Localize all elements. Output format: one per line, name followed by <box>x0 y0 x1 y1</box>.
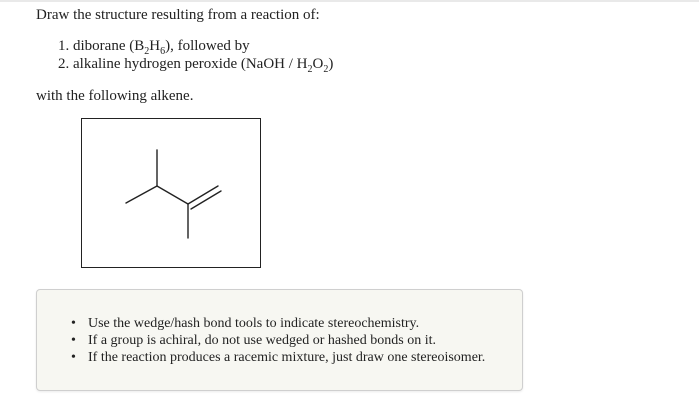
question-prompt: Draw the structure resulting from a reaction of: <box>36 7 320 23</box>
bullet-icon: • <box>71 333 76 348</box>
alkene-intro: with the following alkene. <box>36 88 194 104</box>
bullet-icon: • <box>71 316 76 331</box>
instruction-text: If a group is achiral, do not use wedged or hashed bonds on it. <box>88 333 436 348</box>
step-element: H <box>149 38 161 54</box>
subscript: 2 <box>307 64 313 75</box>
alkene-skeletal-structure-icon <box>82 119 260 267</box>
subscript: 6 <box>160 46 166 57</box>
reaction-step-1 <box>58 37 333 55</box>
subscript: 2 <box>323 64 329 75</box>
step-element: O <box>312 56 324 72</box>
instructions-panel <box>36 289 523 391</box>
list-item <box>71 332 485 349</box>
instructions-list <box>71 315 485 366</box>
subscript: 2 <box>144 46 150 57</box>
bond-methyl-left <box>126 186 157 203</box>
list-item <box>71 349 485 366</box>
top-divider <box>0 0 699 2</box>
bond-chain <box>157 186 188 204</box>
step-number: 2. <box>58 56 70 72</box>
reaction-step-2 <box>58 55 333 73</box>
step-number: 1. <box>58 38 70 54</box>
step-text-after: ) <box>328 56 334 72</box>
reaction-steps <box>58 37 333 73</box>
instruction-text: If the reaction produces a racemic mixture, just draw one stereoisomer. <box>88 350 486 365</box>
alkene-structure-box <box>81 118 261 268</box>
list-item <box>71 315 485 332</box>
bullet-icon: • <box>71 350 76 365</box>
step-text-before: alkaline hydrogen peroxide (NaOH / H <box>73 56 308 72</box>
step-text-before: diborane (B <box>73 38 145 54</box>
step-text-after: ), followed by <box>165 38 250 54</box>
instruction-text: Use the wedge/hash bond tools to indicate stereochemistry. <box>88 316 420 331</box>
